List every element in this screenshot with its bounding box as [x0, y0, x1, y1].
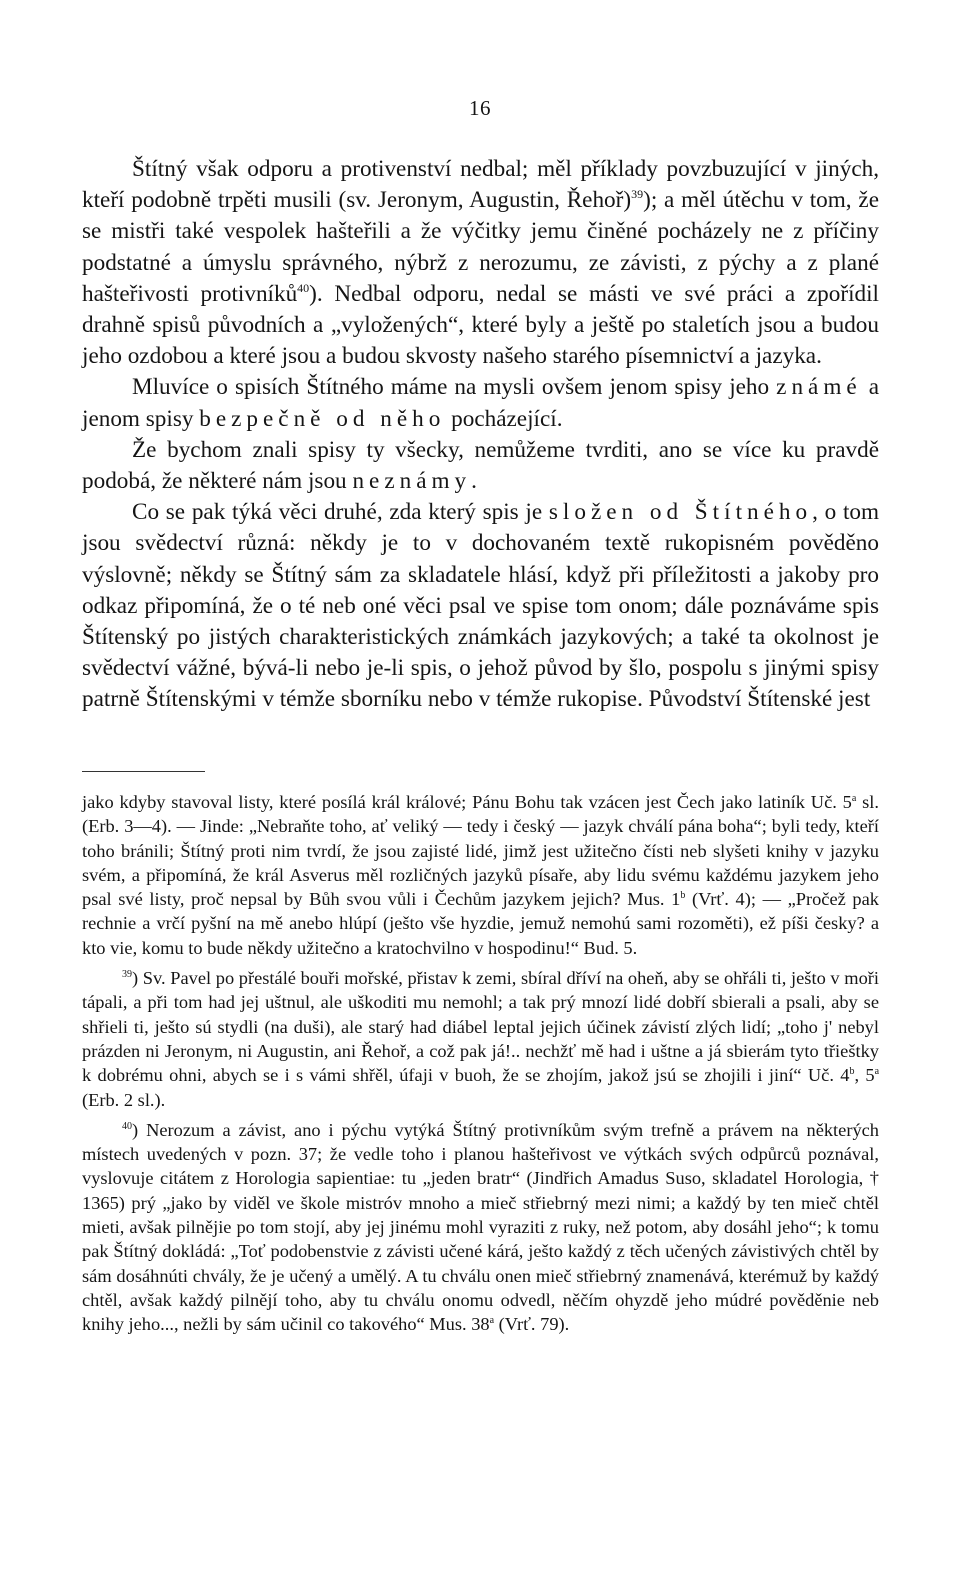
paragraph-4: [82, 497, 879, 715]
footnote-separator: [82, 771, 205, 772]
footnote-ref-40: 40: [297, 280, 310, 295]
paragraph-2-text-b: a jenom spisy: [82, 374, 880, 432]
paragraph-3-text-b: .: [471, 468, 477, 495]
paragraph-2: [82, 372, 879, 434]
paragraph-4-emphasis: složen od Štítného: [548, 499, 813, 526]
paragraph-1: [82, 154, 879, 372]
footnote-40-text-b: (Vrť. 79).: [494, 1314, 570, 1335]
footnote-ref-39: 39: [631, 187, 644, 202]
footnote-39-text-b: , 5: [854, 1065, 875, 1086]
main-text: [82, 154, 879, 716]
paragraph-1-text-b: ); a měl útěchu v tom, že se mistři také vespolek hašteřili a že výčitky jemu činěné pocházely ne z příčiny podstatné a úmyslu správného, nýbrž z nerozumu, ze závisti, z pýchy a z plané hašteřivosti protivníků: [82, 187, 879, 307]
footnote-40-number: 40: [122, 1120, 132, 1132]
paragraph-1-text-a: Štítný však odporu a protivenství nedbal; měl příklady povzbuzující v jiných, kteří podobně trpěti musili (sv. Jeronym, Augustin, Řehoř): [82, 156, 879, 214]
paragraph-3-text-a: Že bychom znali spisy ty všecky, nemůžeme tvrditi, ano se více ku pravdě podobá, že některé nám jsou: [82, 436, 879, 495]
paragraph-3: [82, 435, 879, 497]
footnote-continuation-sup-1: a: [851, 793, 857, 804]
footnote-40-text-a: ) Nerozum a závist, ano i pýchu vytýká Štítný protivníkům svým trefně a právem na některých místech uvedených v pozn. 37; že vedle toho i planou hašteřivost ve výtkách svých odpůrců poznával, vyslovuje citátem z Horologia sapientiae: tu „jeden bratr“ (Jindřich Amadus Suso, skladatel Horologia, † 1365) prý „jako by viděl ve škole mistróv mnoho a mieč střiebrný mezi nimi; a každý by ten mieč chtěl mieti, avšak pilnějie po tom stojí, aby jej jinému mohl vyraziti z ruky, než potom, aby dosáhl jeho“; k tomu pak Štítný dokládá: „Toť podobenstvie z závisti učené kárá, ješto každý z těch učených závistivých chtěl by sám dosáhnúti chvály, že je učený a umělý. A tu chválu onen mieč střiebrný znamenává, kterémuž by každý chtěl, avšak každý pilnějí toho, aby tu chválu onomu odvedl, něčím ohyzdě jeho múdré pověděnie neb knihy jeho..., nežli by sám učinil co takového“ Mus. 38: [82, 1119, 879, 1335]
footnote-continuation-text-a: jako kdyby stavoval listy, které posílá král králové; Pánu Bohu tak vzácen jest Čech jako latiník Uč. 5: [82, 792, 852, 812]
footnote-continuation-sup-2: b: [680, 890, 686, 902]
footnote-39-text-a: ) Sv. Pavel po přestálé bouři mořské, přistav k zemi, sbíral dříví na oheň, aby se ohřáli ti, ješto v moři tápali, a při tom had jej uštnul, ale uškoditi mu nemohl; a tak prý mnozí lidé dobří sbierali a psali, aby se shřieli ti, ješto sú stydli (na duši), ale starý had diábel leptal jejich účinek závistí zlých lidí; „toho j' nebyl prázden ni Jeronym, ni Augustin, ani Řehoř, a což pak já!.. nechžť mě had i uštne a já sbierám tyto třieštky k dobrému ohni, abych se i s vámi shřěl, úfaji v buoh, že se zhojím, jakož jsú se zhojili i jiní“ Uč. 4: [82, 968, 879, 1086]
paragraph-2-text-c: pocházející.: [451, 405, 563, 432]
footnote-continuation-text-c: (Vrť. 4); — „Pročež pak rechnie a vrčí pyšní na mě anebo hlúpí (ješto vše hyzdie, jemuž nemohú sami rozoměti), ež píši česky? a kto vie, komu to bude někdy užitečno a kratochvilno v hospodinu!“ Bud. 5.: [82, 889, 879, 958]
paragraph-4-text-a: Co se pak týká věci druhé, zda který spis je: [132, 499, 543, 526]
footnote-40-sup: a: [489, 1315, 495, 1327]
footnote-continuation: [82, 790, 879, 960]
paragraph-2-text-a: Mluvíce o spisích Štítného máme na mysli ovšem jenom spisy jeho: [132, 374, 770, 401]
footnote-39-sup-1: b: [849, 1066, 855, 1078]
page-number: 16: [469, 96, 491, 120]
footnote-39-number: 39: [122, 969, 132, 981]
footnote-40: [82, 1118, 879, 1337]
paragraph-2-emphasis-1: známé: [776, 374, 862, 401]
paragraph-3-emphasis: neznámy: [352, 468, 472, 495]
paragraph-2-emphasis-2: bezpečně od něho: [199, 405, 446, 432]
footnote-continuation-text-b: sl. (Erb. 3—4). — Jinde: „Nebraňte toho, ať veliký — tedy i český — jazyk chválí pána boha“; byli tedy, kteří toho bránili; Štítný proti nim tvrdí, že jsou zajisté lidé, jimž jest užitečno čísti neb slyšeti knihy v jazyku svém, a připomíná, že král Asverus měl rozličných jazyků písaře, aby lidu svému každému jazykem jeho psal své listy, proč nepsal by Bůh svou vůli i Čechům jazykem jejich? Mus. 1: [82, 792, 879, 910]
footnote-39-text-c: (Erb. 2 sl.).: [82, 1089, 166, 1110]
footnote-39: [82, 966, 879, 1112]
paragraph-1-text-c: ). Nedbal odporu, nedal se másti ve své práci a zpořídil drahně spisů původních a „vyložených“, které byly a ještě po staletích jsou a budou jeho ozdobou a které jsou a budou skvosty našeho starého písemnictví a jazyka.: [82, 280, 879, 370]
footnotes: [82, 790, 879, 1337]
footnote-39-sup-2: a: [874, 1066, 880, 1078]
paragraph-4-text-b: , o tom jsou svědectví různá: někdy je to v dochovaném textě rukopisném pověděno výslovně; někdy se Štítný sám za skladatele hlásí, když při příležitosti a jakoby pro odkaz připomíná, že o té neb oné věci psal ve spise tom onom; dále poznáváme spis Štítenský po jistých charakteristických známkách jazykových; a také ta okolnost je svědectví vážné, bývá-li nebo je-li spis, o jehož původ by šlo, pospolu s jinými spisy patrně Štítenskými v témže sborníku nebo v témže rukopise. Původství Štítenské jest: [82, 499, 880, 713]
